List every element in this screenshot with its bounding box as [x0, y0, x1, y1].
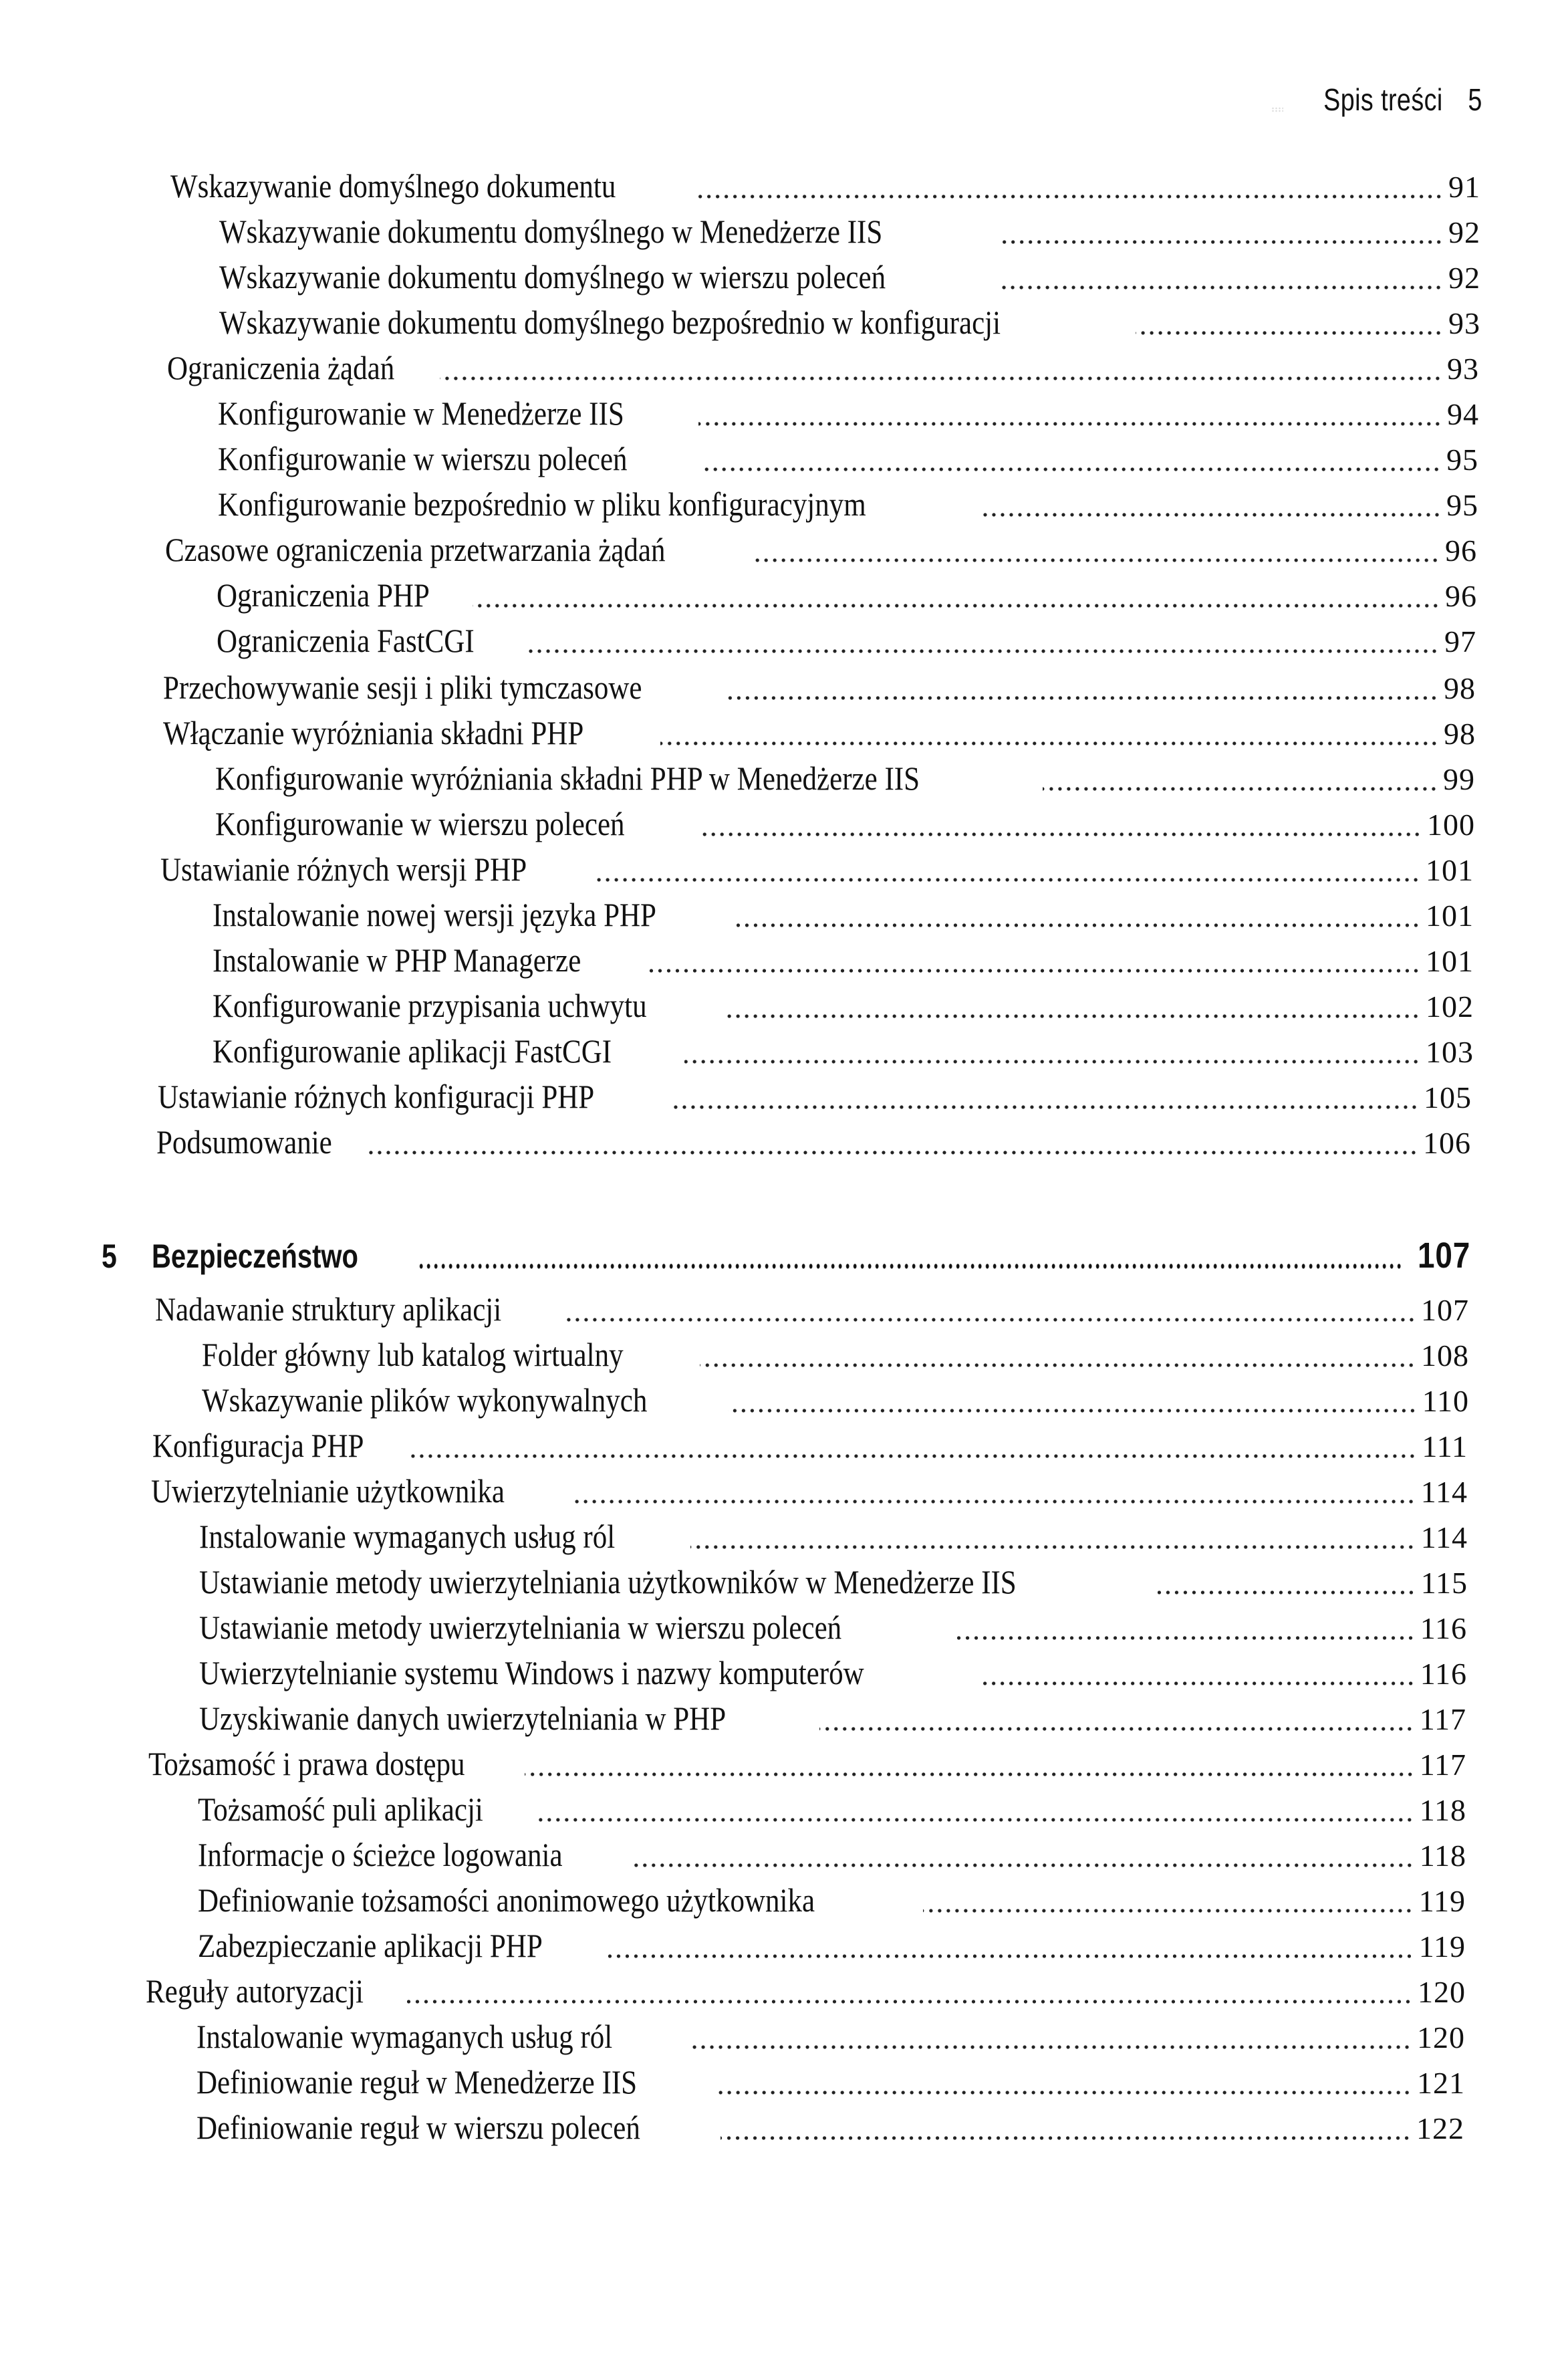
dot-leader	[699, 832, 1422, 837]
dot-leader	[630, 1863, 1414, 1868]
toc-entry[interactable]: Ustawianie różnych wersji PHP 101	[160, 850, 1474, 888]
dot-leader	[923, 1908, 1413, 1913]
toc-entry[interactable]: Wskazywanie dokumentu domyślnego bezpośrednio w konfiguracji 93	[219, 304, 1480, 341]
dot-leader	[1043, 786, 1438, 792]
dot-leader	[684, 1059, 1420, 1064]
dot-leader	[728, 1408, 1417, 1413]
toc-entry[interactable]: Definiowanie reguł w wierszu poleceń 122	[197, 2109, 1464, 2146]
toc-entry[interactable]: Ograniczenia PHP 96	[217, 576, 1477, 614]
toc-entry[interactable]: Konfiguracja PHP 111	[152, 1427, 1468, 1464]
dot-leader	[728, 695, 1438, 701]
dot-leader	[649, 968, 1420, 973]
toc-entry[interactable]: Czasowe ograniczenia przetwarzania żądań 96	[165, 531, 1477, 568]
toc-entry[interactable]: Konfigurowanie w wierszu poleceń 95	[218, 440, 1478, 477]
toc-entry[interactable]: Uzyskiwanie danych uwierzytelniania w PHP 117	[199, 1699, 1466, 1737]
toc-entry[interactable]: Ustawianie metody uwierzytelniania w wierszu poleceń 116	[199, 1609, 1467, 1646]
toc-entry[interactable]: Konfigurowanie w wierszu poleceń 100	[215, 805, 1475, 842]
dot-leader	[674, 1104, 1418, 1110]
dot-leader	[525, 1772, 1414, 1777]
dot-leader	[594, 877, 1420, 882]
toc-entry[interactable]: Reguły autoryzacji 120	[146, 1972, 1466, 2010]
dot-leader	[1136, 330, 1443, 336]
dot-leader	[819, 1726, 1414, 1732]
toc-entry[interactable]: Wskazywanie plików wykonywalnych 110	[202, 1381, 1469, 1419]
dot-leader	[737, 923, 1420, 928]
chapter-page: 107	[1417, 1235, 1470, 1276]
dot-leader	[607, 1954, 1414, 1959]
dot-leader	[418, 1263, 1403, 1270]
toc-entry[interactable]: Definiowanie reguł w Menedżerze IIS 121	[197, 2063, 1465, 2101]
running-header	[1323, 82, 1482, 118]
dot-leader	[473, 603, 1440, 608]
dot-leader	[690, 1544, 1415, 1550]
toc-entry[interactable]: Ustawianie metody uwierzytelniania użytkowników w Menedżerze IIS 115	[199, 1563, 1468, 1601]
dot-leader	[999, 239, 1443, 245]
toc-entry[interactable]: Konfigurowanie przypisania uchwytu 102	[213, 987, 1474, 1024]
toc-entry[interactable]: Wskazywanie dokumentu domyślnego w Menedżerze IIS 92	[219, 213, 1480, 250]
dot-leader	[570, 1499, 1416, 1504]
toc-entry[interactable]: Definiowanie tożsamości anonimowego użytkownika 119	[198, 1881, 1466, 1919]
chapter-number: 5	[102, 1237, 117, 1275]
dot-leader	[716, 2090, 1412, 2095]
dot-leader	[406, 1453, 1416, 1459]
dot-leader	[537, 1817, 1414, 1822]
dot-leader	[566, 1317, 1416, 1322]
dot-leader	[700, 1363, 1416, 1368]
toc-entry[interactable]: Przechowywanie sesji i pliki tymczasowe 98	[163, 669, 1476, 706]
toc-entry[interactable]: Konfigurowanie bezpośrednio w pliku konfiguracyjnym 95	[218, 485, 1478, 523]
header-section-title: Spis treści	[1323, 82, 1443, 117]
toc-entry[interactable]: Instalowanie w PHP Managerze 101	[213, 941, 1474, 979]
toc-entry[interactable]: Ustawianie różnych konfiguracji PHP 105	[158, 1078, 1472, 1115]
toc-entry[interactable]: Konfigurowanie aplikacji FastCGI 103	[213, 1032, 1474, 1070]
toc-entry[interactable]: Tożsamość i prawa dostępu 117	[148, 1745, 1466, 1782]
toc-entry[interactable]: Konfigurowanie wyróżniania składni PHP w Menedżerze IIS 99	[215, 759, 1475, 797]
scan-speck	[1271, 107, 1283, 112]
dot-leader	[524, 648, 1439, 654]
toc-entry[interactable]: Wskazywanie dokumentu domyślnego w wierszu poleceń 92	[219, 258, 1480, 296]
dot-leader	[407, 1999, 1412, 2004]
toc-entry[interactable]: Zabezpieczanie aplikacji PHP 119	[198, 1927, 1466, 1964]
toc-entry[interactable]: Tożsamość puli aplikacji 118	[198, 1790, 1466, 1828]
toc-entry[interactable]: Włączanie wyróżniania składni PHP 98	[163, 714, 1476, 751]
toc-entry[interactable]: Folder główny lub katalog wirtualny 108	[202, 1336, 1469, 1373]
toc-entry[interactable]: Instalowanie nowej wersji języka PHP 101	[213, 896, 1474, 933]
toc-entry[interactable]: Ograniczenia żądań 93	[167, 349, 1479, 386]
toc-entry[interactable]: Podsumowanie 106	[156, 1123, 1471, 1161]
chapter-title: Bezpieczeństwo	[152, 1237, 358, 1275]
dot-leader	[1158, 1590, 1416, 1595]
dot-leader	[688, 2044, 1412, 2050]
dot-leader	[440, 376, 1442, 381]
dot-leader	[698, 421, 1442, 427]
dot-leader	[1002, 285, 1443, 290]
toc-entry[interactable]: Uwierzytelnianie systemu Windows i nazwy komputerów 116	[199, 1654, 1467, 1691]
dot-leader	[721, 2135, 1411, 2141]
toc-entry[interactable]: Instalowanie wymaganych usług ról 120	[197, 2018, 1465, 2055]
toc-entry[interactable]: Instalowanie wymaganych usług ról 114	[199, 1518, 1468, 1555]
toc-entry[interactable]: Uwierzytelnianie użytkownika 114	[151, 1472, 1468, 1510]
dot-leader	[725, 1014, 1420, 1019]
toc-entry[interactable]: Wskazywanie domyślnego dokumentu 91	[170, 167, 1480, 205]
toc-entry[interactable]: Konfigurowanie w Menedżerze IIS 94	[218, 394, 1479, 432]
toc-entry[interactable]: Ograniczenia FastCGI 97	[217, 622, 1476, 659]
dot-leader	[954, 1635, 1415, 1641]
header-page-number: 5	[1468, 82, 1482, 117]
dot-leader	[369, 1150, 1418, 1155]
dot-leader	[981, 1681, 1415, 1686]
toc-entry[interactable]: Nadawanie struktury aplikacji 107	[155, 1290, 1469, 1328]
dot-leader	[702, 467, 1441, 472]
dot-leader	[980, 512, 1441, 517]
dot-leader	[696, 194, 1443, 199]
dot-leader	[660, 741, 1438, 746]
dot-leader	[755, 558, 1440, 563]
toc-chapter-heading[interactable]	[102, 1235, 1470, 1276]
toc-entry[interactable]: Informacje o ścieżce logowania 118	[198, 1836, 1466, 1873]
